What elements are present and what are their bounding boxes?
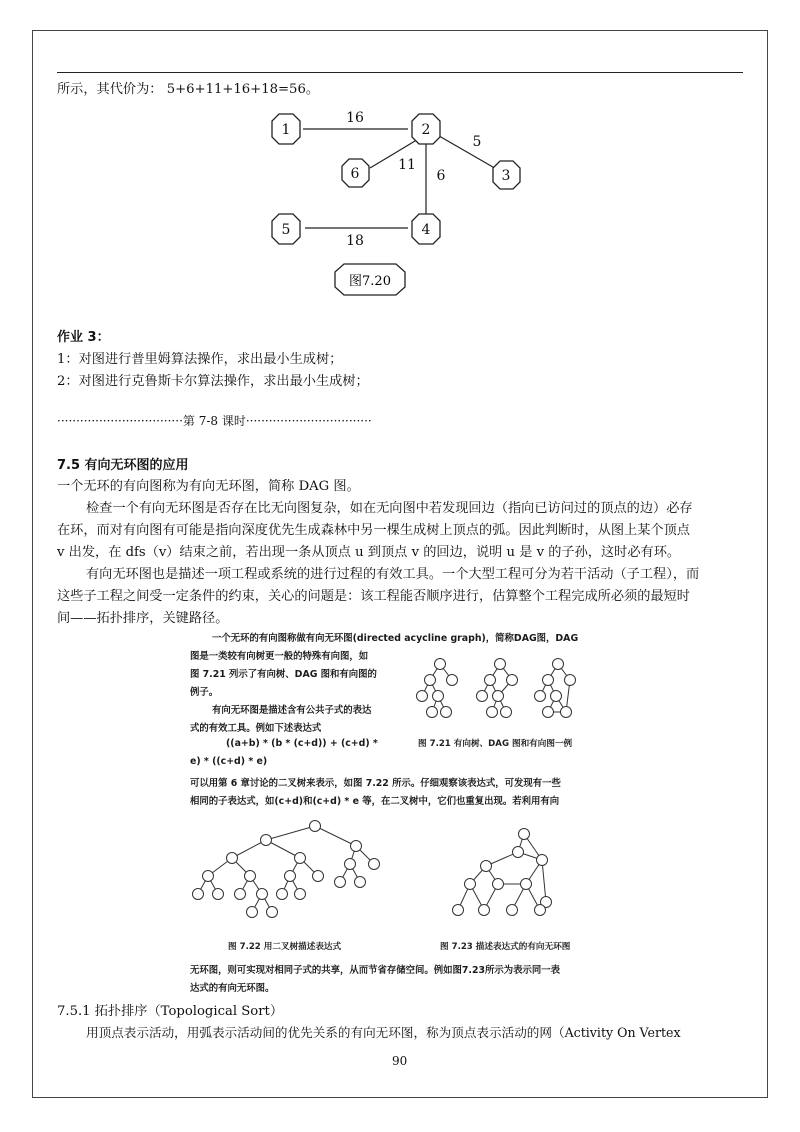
- figure-7-21-caption: 图 7.21 有向树、DAG 图和有向图一例: [418, 739, 573, 749]
- scan-para3-line1: 可以用第 6 章讨论的二叉树来表示，如图 7.22 所示。仔细观察该表达式，可发现有一些: [190, 778, 561, 789]
- node-3-label: 3: [501, 168, 511, 184]
- edge-label-2-6: 11: [398, 157, 416, 173]
- scan-para3-line2: 相同的子表达式，如(c+d)和(c+d) * e 等，在二叉树中，它们也重复出现。若利用有向: [190, 796, 560, 807]
- homework-item-2: 2：对图进行克鲁斯卡尔算法操作，求出最小生成树；: [57, 374, 369, 389]
- header-rule: [57, 72, 743, 73]
- section-line-4: v 出发，在 dfs（v）结束之前，若出现一条从顶点 u 到顶点 v 的回边，说明 u 是 v 的子孙，这时必有环。: [57, 545, 681, 560]
- node-2-label: 2: [421, 122, 431, 138]
- node-1-label: 1: [281, 122, 291, 138]
- section-line-6: 这些子工程之间受一定条件的约束，关心的问题是：该工程能否顺序进行，估算整个工程完成所必须的最短时: [57, 589, 690, 604]
- node-6-label: 6: [350, 166, 360, 182]
- node-4-label: 4: [421, 222, 431, 238]
- figure-7-20-graph: [260, 108, 540, 298]
- subsection-title: 7.5.1 拓扑排序（Topological Sort）: [57, 1004, 284, 1019]
- edge-label-5-4: 18: [346, 233, 364, 249]
- section-line-1: 一个无环的有向图称为有向无环图，简称 DAG 图。: [57, 479, 360, 494]
- scan-para1-line3: 图 7.21 列示了有向树、DAG 图和有向图的: [190, 669, 377, 680]
- scan-para1-line2: 图是一类较有向树更一般的特殊有向图，如: [190, 651, 369, 662]
- lesson-divider: ·································第 7-8 课时·································: [57, 414, 372, 428]
- scan-para1-line4: 例子。: [190, 687, 219, 698]
- edge-label-1-2: 16: [346, 110, 364, 126]
- edge-label-2-3: 5: [472, 134, 482, 150]
- subsection-line: 用顶点表示活动，用弧表示活动间的优先关系的有向无环图，称为顶点表示活动的网（Activity On Vertex: [86, 1025, 681, 1040]
- scan-para4-line1: 无环图，则可实现对相同子式的共享，从而节省存储空间。例如图7.23所示为表示同一表: [190, 965, 561, 976]
- scan-para2-line1: 有向无环图是描述含有公共子式的表达: [212, 705, 372, 716]
- figure-7-23-caption: 图 7.23 描述表达式的有向无环图: [440, 942, 571, 952]
- section-line-2: 检查一个有向无环图是否存在比无向图复杂，如在无向图中若发现回边（指向已访问过的顶点的边）必存: [86, 501, 693, 516]
- figure-7-22-caption: 图 7.22 用二叉树描述表达式: [228, 942, 342, 952]
- figure-7-23-dag: [446, 826, 586, 926]
- section-heading: 7.5 有向无环图的应用: [57, 458, 189, 473]
- figure-7-20-caption: 图7.20: [349, 274, 391, 289]
- page-number: 90: [392, 1054, 408, 1068]
- section-line-3: 在环，而对有向图有可能是指向深度优先生成森林中另一棵生成树上顶点的弧。因此判断时，从图上某个顶点: [57, 523, 690, 538]
- figure-7-22-binary-tree: [190, 818, 400, 928]
- section-line-7: 间——拓扑排序，关键路径。: [57, 611, 229, 626]
- scan-para2-line4: e) * ((c+d) * e): [190, 756, 268, 767]
- homework-title: 作业 3：: [57, 330, 110, 345]
- edge-label-2-4: 6: [436, 168, 446, 184]
- scan-para2-line2: 式的有效工具。例如下述表达式: [190, 723, 322, 734]
- scan-para2-line3: ((a+b) * (b * (c+d)) + (c+d) *: [226, 738, 378, 749]
- node-5-label: 5: [281, 222, 291, 238]
- section-line-5: 有向无环图也是描述一项工程或系统的进行过程的有效工具。一个大型工程可分为若干活动（子工程），而: [86, 567, 700, 582]
- scan-para1-line1: 一个无环的有向图称做有向无环图(directed acycline graph)，简称DAG图，DAG: [212, 633, 579, 644]
- scan-para4-line2: 达式的有向无环图。: [190, 983, 275, 994]
- intro-line: 所示，其代价为： 5+6+11+16+18=56。: [57, 82, 320, 97]
- figure-7-21-trees: [408, 654, 593, 734]
- homework-item-1: 1：对图进行普里姆算法操作，求出最小生成树；: [57, 352, 343, 367]
